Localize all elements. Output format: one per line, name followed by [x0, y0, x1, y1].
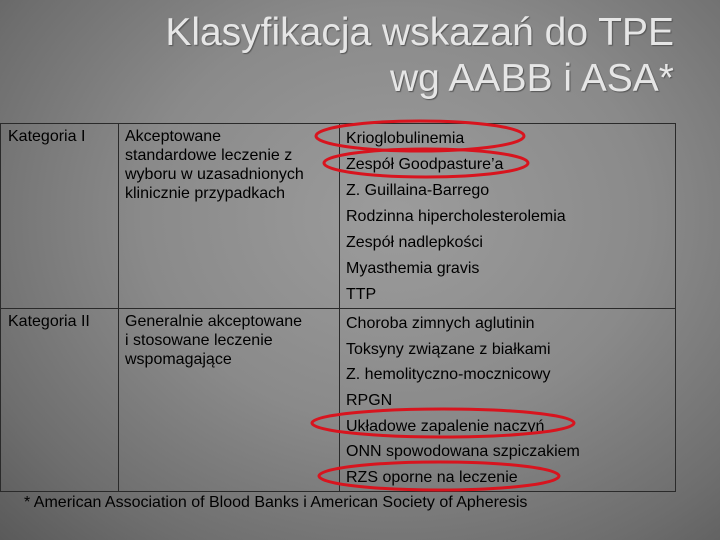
indication-item: Krioglobulinemia — [346, 130, 465, 147]
description-line: Akceptowane — [125, 128, 222, 145]
slide-title — [74, 10, 674, 102]
indication-item: Toksyny związane z białkami — [346, 340, 551, 358]
table-row-category-2 — [1, 309, 676, 492]
title-line-1: Klasyfikacja wskazań do TPE — [165, 11, 674, 54]
indication-item: Zespół nadlepkości — [346, 234, 483, 251]
indications-table — [0, 123, 676, 492]
indications-cell — [340, 309, 676, 492]
description-line: standardowe leczenie z — [125, 147, 293, 164]
description-cell — [119, 309, 340, 492]
table-row-category-1 — [1, 124, 676, 309]
indication-item: Myasthemia gravis — [346, 260, 480, 277]
indication-item: Zespół Goodpasture’a — [346, 156, 504, 173]
indication-item: Z. hemolityczno-mocznicowy — [346, 366, 551, 384]
description-line: klinicznie przypadkach — [125, 185, 286, 202]
indication-item: ONN spowodowana szpiczakiem — [346, 443, 580, 461]
indication-item: TTP — [346, 286, 377, 303]
category-cell: Kategoria I — [1, 124, 119, 309]
indication-item: RPGN — [346, 392, 393, 410]
title-line-2: wg AABB i ASA* — [390, 57, 674, 100]
indication-item: Układowe zapalenie naczyń — [346, 417, 545, 435]
description-cell — [119, 124, 340, 309]
description-line: wspomagające — [125, 351, 232, 368]
indications-cell — [340, 124, 676, 309]
description-line: wyboru w uzasadnionych — [125, 166, 304, 183]
indication-item: Z. Guillaina-Barrego — [346, 182, 490, 199]
footnote: * American Association of Blood Banks i American Society of Apheresis — [24, 494, 528, 511]
indication-item: Rodzinna hipercholesterolemia — [346, 208, 566, 225]
indication-item: Choroba zimnych aglutinin — [346, 315, 535, 332]
indication-item: RZS oporne na leczenie — [346, 469, 518, 487]
description-line: Generalnie akceptowane — [125, 313, 303, 330]
description-line: i stosowane leczenie — [125, 332, 273, 349]
category-cell: Kategoria II — [1, 309, 119, 492]
